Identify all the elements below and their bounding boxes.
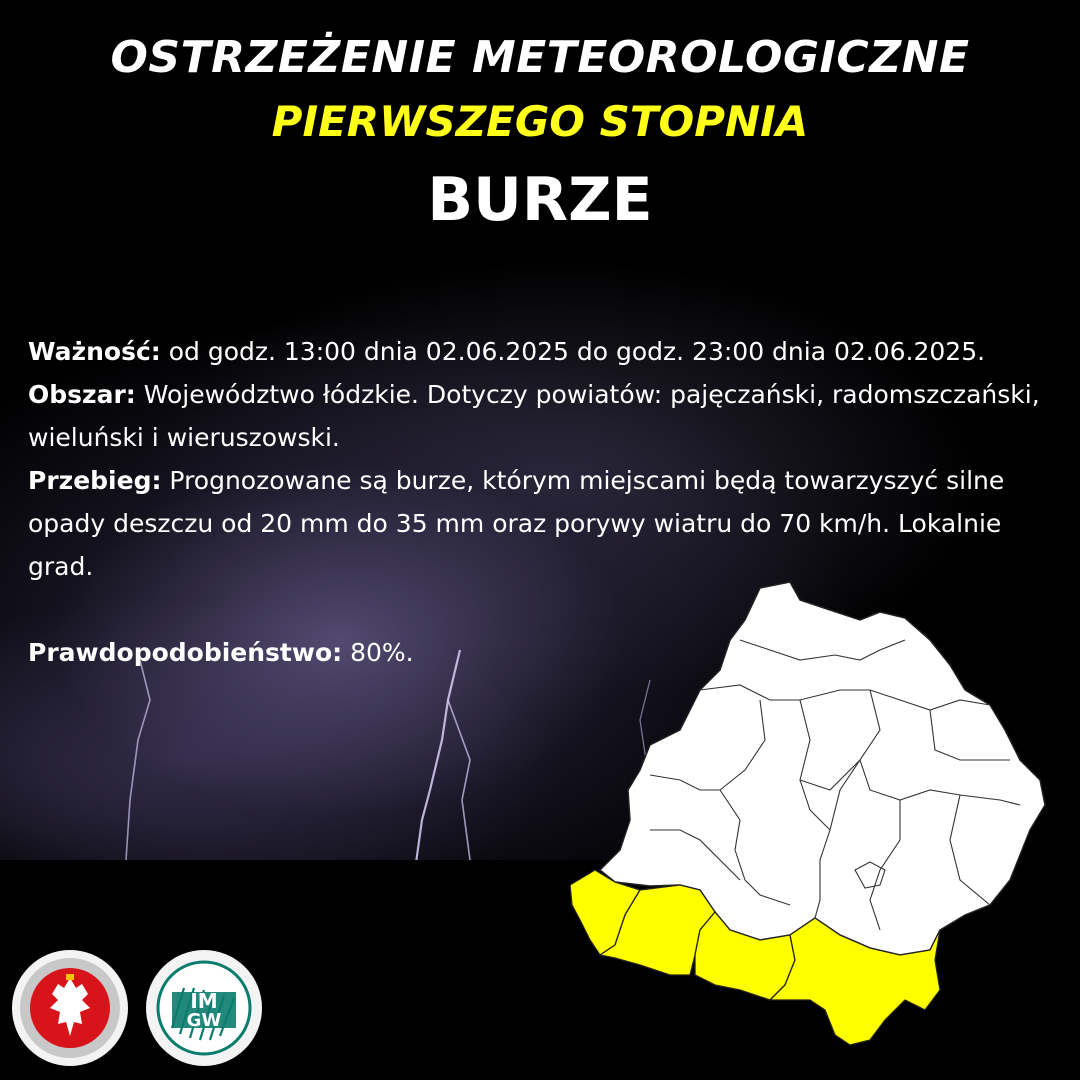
imgw-logo [144, 948, 264, 1068]
probability-text: 80%. [342, 638, 414, 667]
probability-label: Prawdopodobieństwo: [28, 638, 343, 667]
svg-text:GW: GW [186, 1010, 222, 1031]
title-warning: OSTRZEŻENIE METEOROLOGICZNE [110, 32, 970, 83]
voivodeship-office-seal [10, 948, 130, 1068]
course-text: Prognozowane są burze, którym miejscami będą towarzyszyć silne opady deszczu od 20 mm do 35 mm oraz porywy wiatru do 70 km/h. Lokalnie grad. [28, 466, 1005, 581]
validity-line [28, 330, 1068, 373]
area-line [28, 373, 1068, 459]
course-label: Przebieg: [28, 466, 162, 495]
title-phenomenon: BURZE [427, 165, 653, 235]
course-line [28, 459, 1068, 588]
validity-text: od godz. 13:00 dnia 02.06.2025 do godz. 23:00 dnia 02.06.2025. [160, 337, 986, 366]
area-label: Obszar: [28, 380, 136, 409]
svg-text:IM: IM [190, 989, 218, 1013]
validity-label: Ważność: [28, 337, 161, 366]
area-text: Województwo łódzkie. Dotyczy powiatów: pajęczański, radomszczański, wieluński i wieruszowski. [28, 380, 1040, 452]
title-degree: PIERWSZEGO STOPNIA [271, 97, 809, 146]
header [0, 28, 1080, 240]
voivodeship-map [560, 580, 1060, 1060]
